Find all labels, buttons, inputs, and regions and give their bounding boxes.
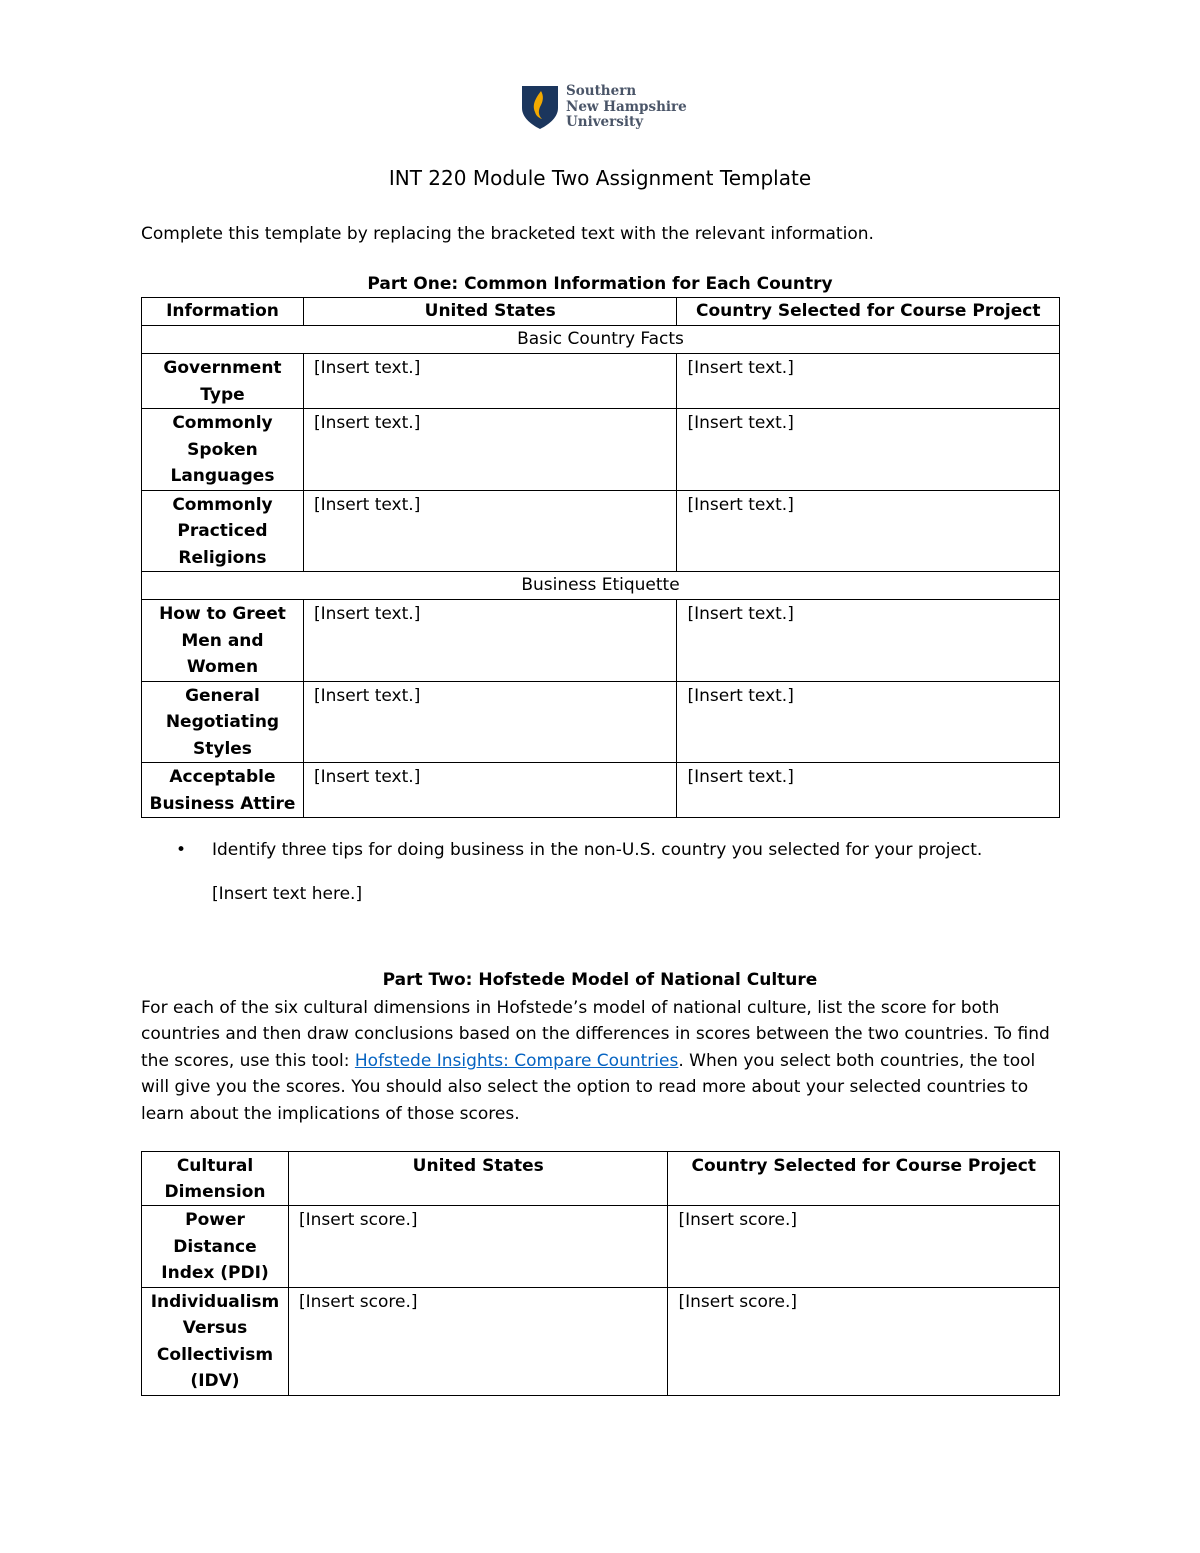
row-label: Commonly Spoken Languages bbox=[142, 409, 304, 491]
country-value-cell[interactable]: [Insert text.] bbox=[677, 354, 1060, 409]
document-title: INT 220 Module Two Assignment Template bbox=[388, 166, 812, 190]
section-business-etiquette: Business Etiquette bbox=[142, 572, 1060, 600]
logo-wordmark bbox=[566, 84, 687, 131]
country-value-cell[interactable]: [Insert text.] bbox=[677, 409, 1060, 491]
us-value-cell[interactable]: [Insert text.] bbox=[303, 600, 677, 682]
table-row bbox=[142, 354, 1060, 409]
logo-line-2: New Hampshire bbox=[566, 98, 687, 115]
header-united-states: United States bbox=[288, 1152, 668, 1206]
country-value-cell[interactable]: [Insert text.] bbox=[677, 490, 1060, 572]
country-value-cell[interactable]: [Insert text.] bbox=[677, 600, 1060, 682]
paragraph-text-before: For each of the six cultural dimensions in Hofstede’s model of national culture, list the score for both countries and then draw conclusions based on the differences in scores between the two countries. To find the scores, use this tool: bbox=[141, 998, 1050, 1071]
table-header-row bbox=[142, 298, 1060, 326]
table-row bbox=[142, 490, 1060, 572]
country-score-cell[interactable]: [Insert score.] bbox=[668, 1287, 1060, 1395]
part-one-table bbox=[141, 297, 1060, 818]
us-score-cell[interactable]: [Insert score.] bbox=[288, 1287, 668, 1395]
country-score-cell[interactable]: [Insert score.] bbox=[668, 1206, 1060, 1288]
table-header-row bbox=[142, 1152, 1060, 1206]
header-selected-country: Country Selected for Course Project bbox=[668, 1152, 1060, 1206]
intro-text: Complete this template by replacing the bracketed text with the relevant information. bbox=[141, 224, 874, 244]
section-row bbox=[142, 572, 1060, 600]
row-label: General Negotiating Styles bbox=[142, 681, 304, 763]
row-label: How to Greet Men and Women bbox=[142, 600, 304, 682]
country-value-cell[interactable]: [Insert text.] bbox=[677, 681, 1060, 763]
section-row bbox=[142, 326, 1060, 354]
us-value-cell[interactable]: [Insert text.] bbox=[303, 681, 677, 763]
row-label: Commonly Practiced Religions bbox=[142, 490, 304, 572]
hofstede-link[interactable]: Hofstede Insights: Compare Countries bbox=[354, 1050, 679, 1071]
header-information: Information bbox=[142, 298, 304, 326]
shield-flame-icon bbox=[520, 84, 560, 130]
table-row bbox=[142, 1287, 1060, 1395]
row-label: Acceptable Business Attire bbox=[142, 763, 304, 818]
logo-line-3: University bbox=[566, 114, 644, 130]
table-row bbox=[142, 1206, 1060, 1288]
bullet-text: Identify three tips for doing business in the non-U.S. country you selected for your project. bbox=[212, 840, 983, 860]
part-two-heading: Part Two: Hofstede Model of National Culture bbox=[382, 970, 818, 990]
row-label: Government Type bbox=[142, 354, 304, 409]
us-value-cell[interactable]: [Insert text.] bbox=[303, 354, 677, 409]
table-row bbox=[142, 681, 1060, 763]
logo-line-1: Southern bbox=[566, 83, 637, 99]
part-one-heading: Part One: Common Information for Each Country bbox=[367, 274, 833, 294]
row-label: Individualism Versus Collectivism (IDV) bbox=[142, 1287, 289, 1395]
table-row bbox=[142, 763, 1060, 818]
row-label: Power Distance Index (PDI) bbox=[142, 1206, 289, 1288]
us-score-cell[interactable]: [Insert score.] bbox=[288, 1206, 668, 1288]
us-value-cell[interactable]: [Insert text.] bbox=[303, 409, 677, 491]
university-logo bbox=[520, 84, 700, 134]
paragraph-text-after: . When you select both countries, the tool will give you the scores. You should also select the option to read more about your selected countries to learn about the implications of those scores. bbox=[141, 1050, 1036, 1124]
header-selected-country: Country Selected for Course Project bbox=[677, 298, 1060, 326]
table-row bbox=[142, 409, 1060, 491]
table-row bbox=[142, 600, 1060, 682]
us-value-cell[interactable]: [Insert text.] bbox=[303, 490, 677, 572]
section-basic-country-facts: Basic Country Facts bbox=[142, 326, 1060, 354]
part-two-paragraph bbox=[141, 995, 1066, 1127]
header-united-states: United States bbox=[303, 298, 677, 326]
part-two-table bbox=[141, 1151, 1060, 1396]
us-value-cell[interactable]: [Insert text.] bbox=[303, 763, 677, 818]
country-value-cell[interactable]: [Insert text.] bbox=[677, 763, 1060, 818]
tips-placeholder[interactable]: [Insert text here.] bbox=[212, 884, 363, 904]
header-cultural-dimension: Cultural Dimension bbox=[142, 1152, 289, 1206]
bullet-dot: • bbox=[176, 840, 187, 860]
